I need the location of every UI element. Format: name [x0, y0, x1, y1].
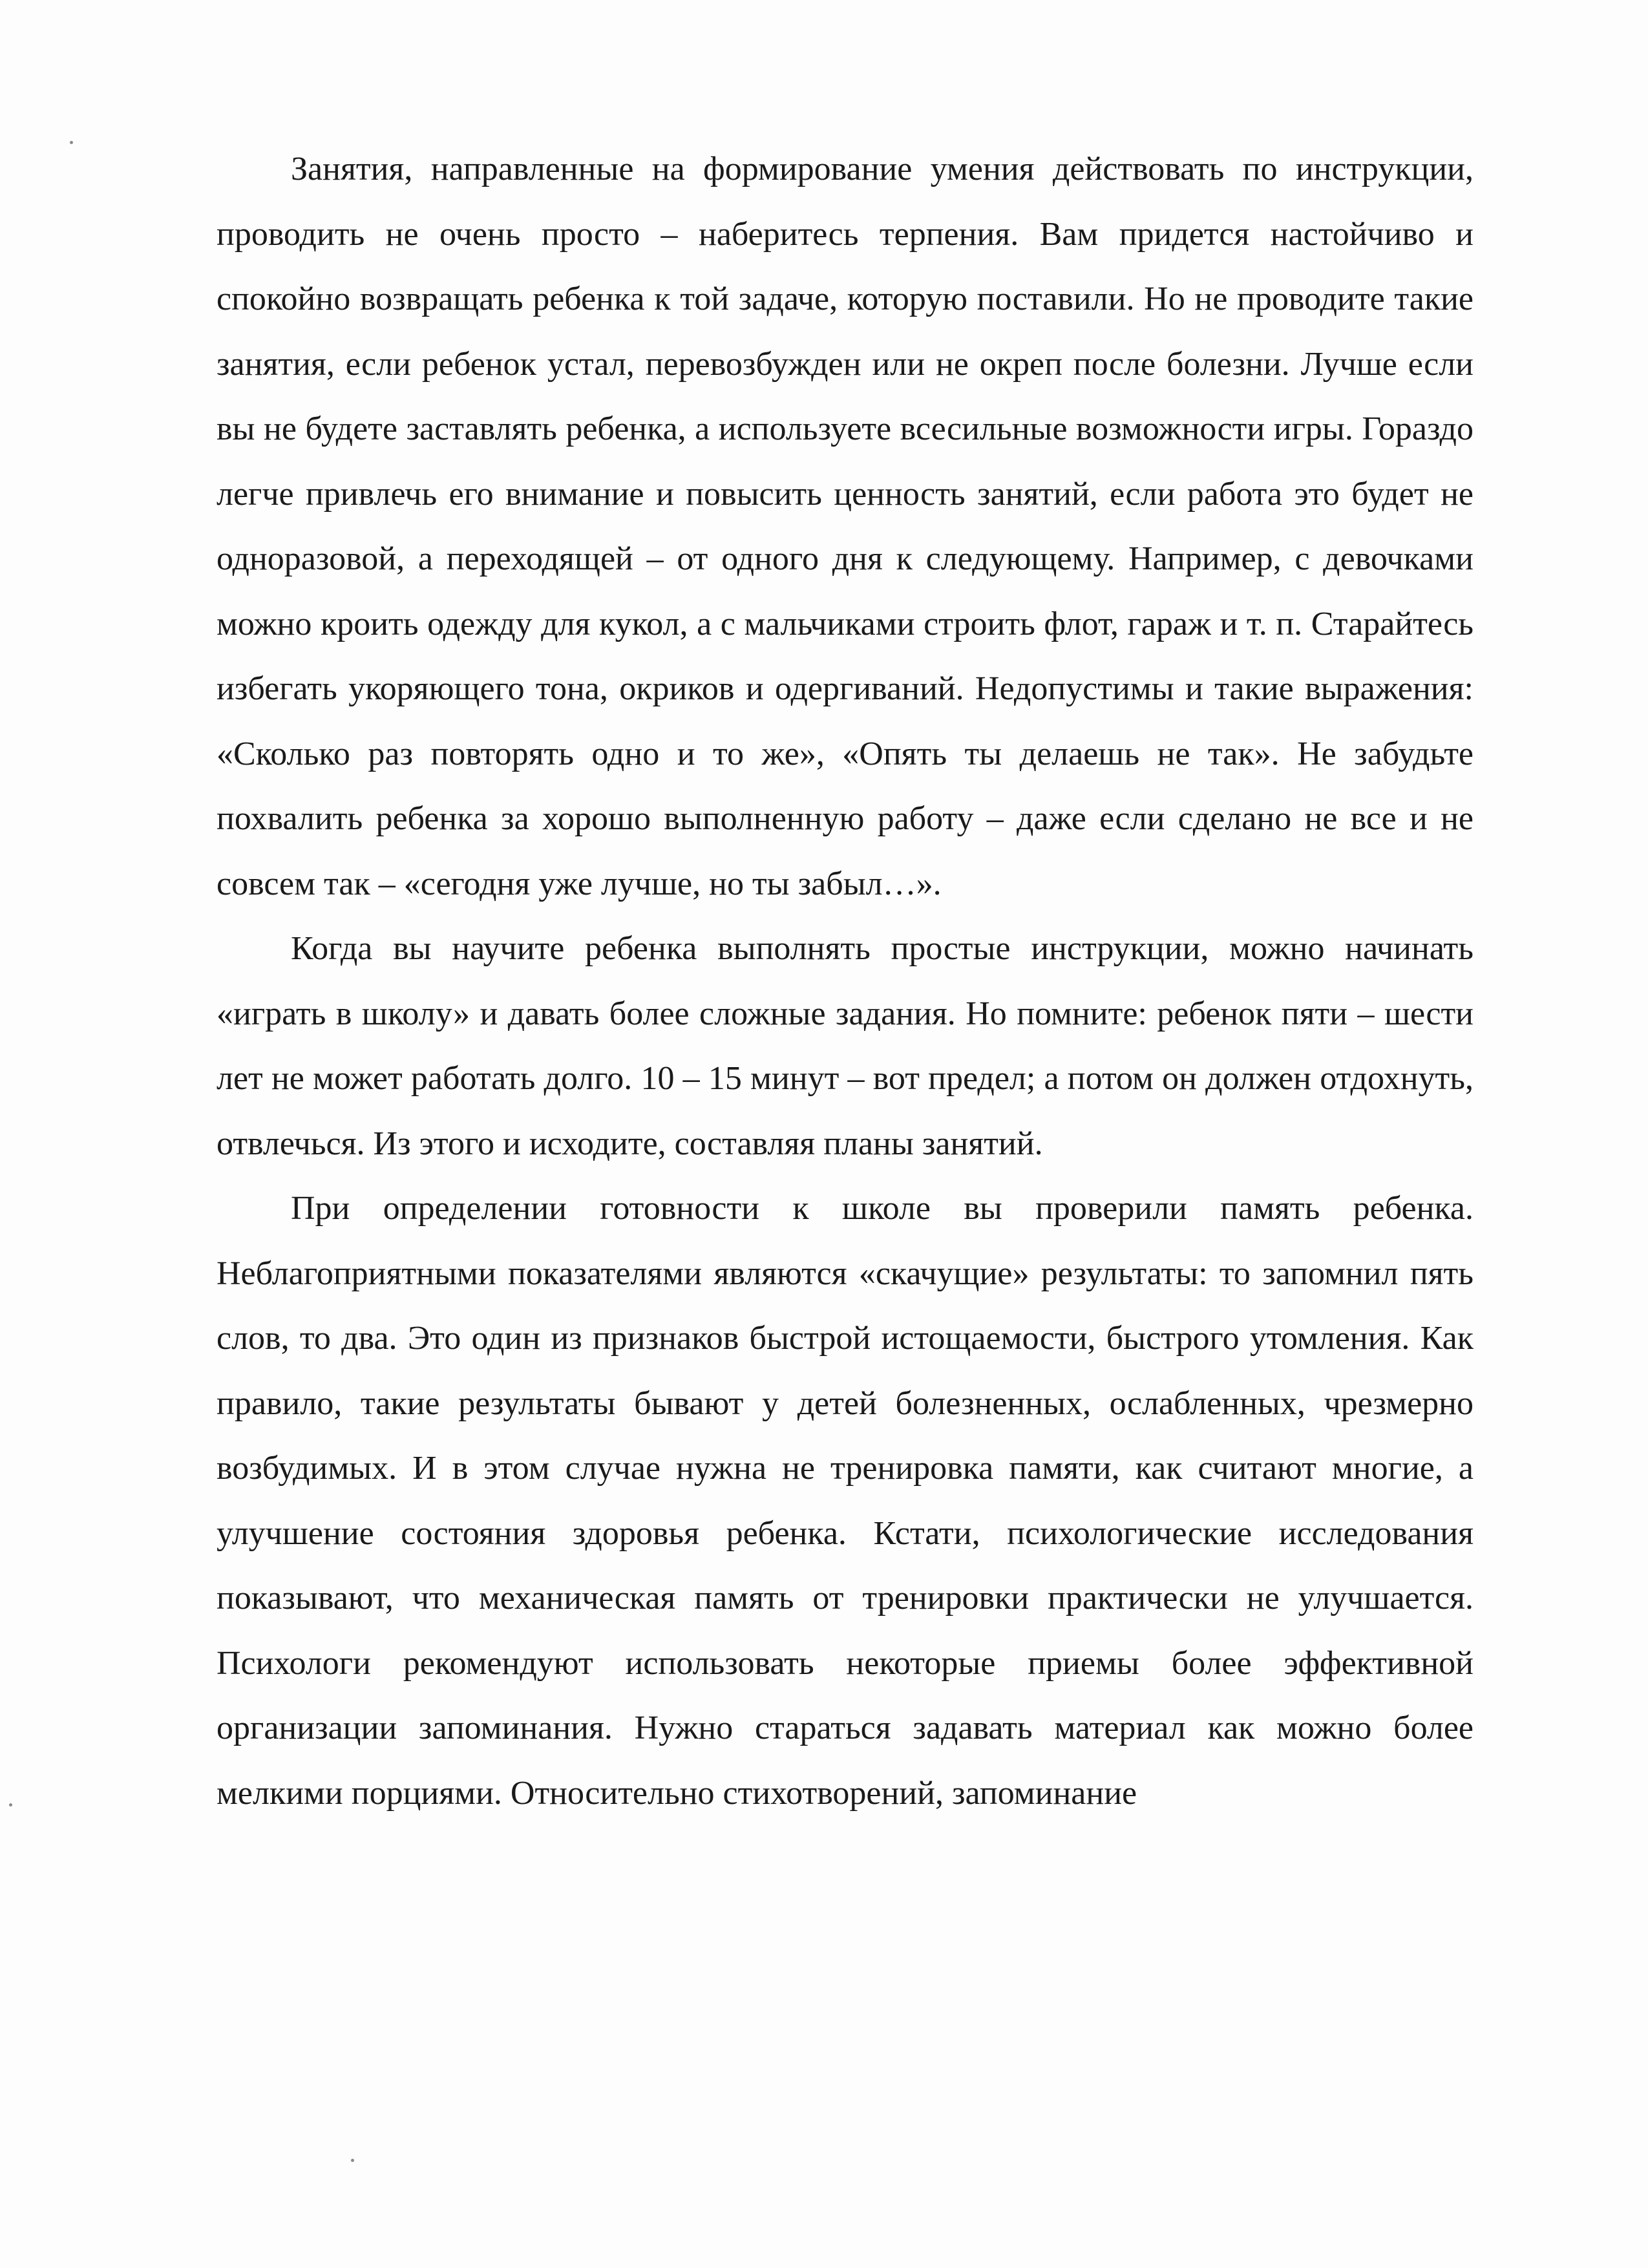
paragraph: Занятия, направленные на формирование умения действовать по инструкции, проводить не очень просто – наберитесь терпения. Вам придется настойчиво и спокойно возвращать ребенка к той задаче, которую поставили. Но не проводите такие занятия, если ребенок устал, перевозбужден или не окреп после болезни. Лучше если вы не будете заставлять ребенка, а используете всесильные возможности игры. Гораздо легче привлечь его внимание и повысить ценность занятий, если работа это будет не одноразовой, а переходящей – от одного дня к следующему. Например, с девочками можно кроить одежду для кукол, а с мальчиками строить флот, гараж и т. п. Старайтесь избегать укоряющего тона, окриков и одергиваний. Недопустимы и такие выражения: «Сколько раз повторять одно и то же», «Опять ты делаешь не так». Не забудьте похвалить ребенка за хорошо выполненную работу – даже если сделано не все и не совсем так – «сегодня уже лучше, но ты забыл…». [217, 151, 1474, 902]
scan-speck [70, 141, 73, 144]
scan-speck [9, 1803, 12, 1807]
paragraph: Когда вы научите ребенка выполнять простые инструкции, можно начинать «играть в школу» и давать более сложные задания. Но помните: ребенок пяти – шести лет не может работать долго. 10 – 15 минут – вот предел; а потом он должен отдохнуть, отвлечься. Из этого и исходите, составляя планы занятий. [217, 930, 1474, 1162]
scan-speck [351, 2159, 354, 2162]
paragraph: При определении готовности к школе вы проверили память ребенка. Неблагоприятными показателями являются «скачущие» результаты: то запомнил пять слов, то два. Это один из признаков быстрой истощаемости, быстрого утомления. Как правило, такие результаты бывают у детей болезненных, ослабленных, чрезмерно возбудимых. И в этом случае нужна не тренировка памяти, как считают многие, а улучшение состояния здоровья ребенка. Кстати, психологические исследования показывают, что механическая память от тренировки практически не улучшается. Психологи рекомендуют использовать некоторые приемы более эффективной организации запоминания. Нужно стараться задавать материал как можно более мелкими порциями. Относительно стихотворений, запоминание [217, 1190, 1474, 1812]
body-text [217, 137, 1474, 1826]
